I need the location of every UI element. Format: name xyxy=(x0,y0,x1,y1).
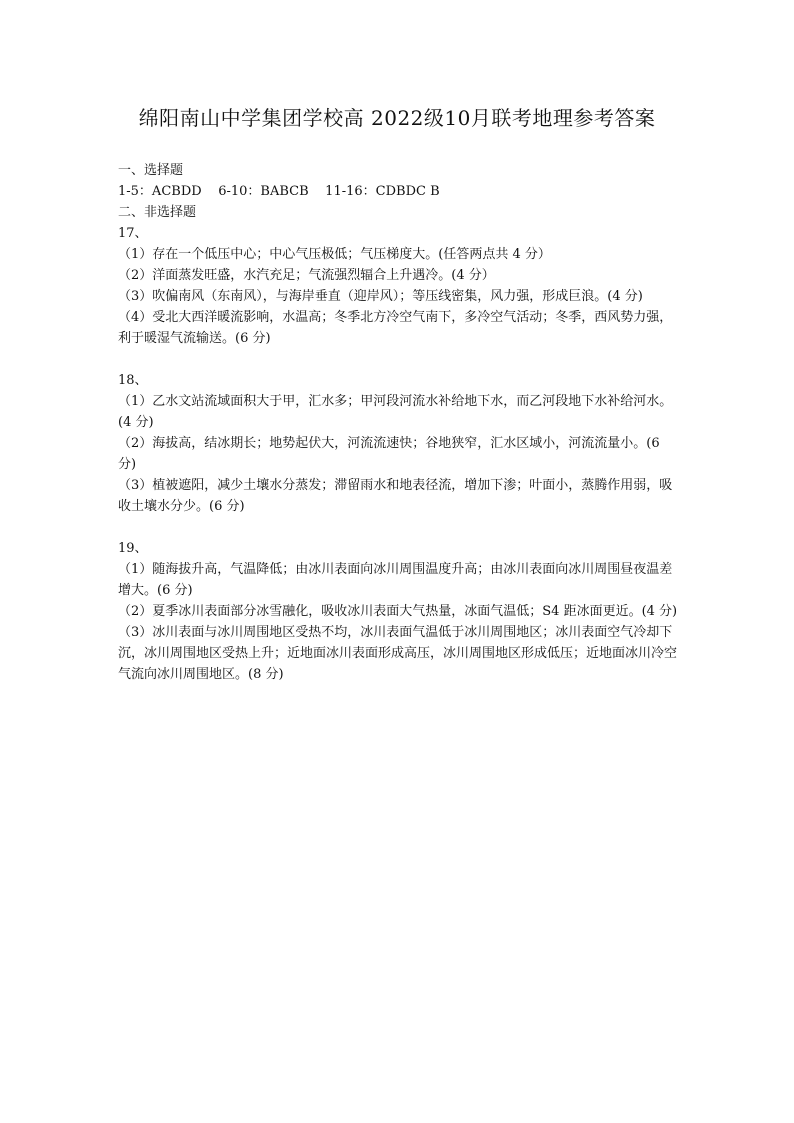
question-17-answer-3: （3）吹偏南风（东南风），与海岸垂直（迎岸风）；等压线密集，风力强，形成巨浪。(4 分) xyxy=(118,289,643,304)
spacer xyxy=(118,349,680,370)
question-17-number: 17、 xyxy=(118,226,148,241)
question-18-number: 18、 xyxy=(118,373,148,388)
question-17-answer-4: （4）受北大西洋暖流影响，水温高；冬季北方冷空气南下，多冷空气活动；冬季，西风势力强，利于暖湿气流输送。(6 分) xyxy=(118,310,673,346)
section-heading-choice: 一、选择题 xyxy=(118,163,184,178)
answer-content xyxy=(118,160,680,685)
question-18-answer-3: （3）植被遮阳，减少土壤水分蒸发；滞留雨水和地表径流，增加下渗；叶面小，蒸腾作用弱，吸收土壤水分少。(6 分) xyxy=(118,478,673,514)
question-19-answer-3: （3）冰川表面与冰川周围地区受热不均，冰川表面气温低于冰川周围地区；冰川表面空气冷却下沉，冰川周围地区受热上升；近地面冰川表面形成高压，冰川周围地区形成低压；近地面冰川冷空气流向冰川周围地区。(8 分) xyxy=(118,625,678,682)
section-heading-nonchoice: 二、非选择题 xyxy=(118,205,197,220)
question-18-answer-2: （2）海拔高，结冰期长；地势起伏大，河流流速快；谷地狭窄，汇水区域小，河流流量小。(6 分) xyxy=(118,436,664,472)
spacer xyxy=(118,517,680,538)
question-17-answer-2: （2）洋面蒸发旺盛，水汽充足；气流强烈辐合上升遇冷。(4 分） xyxy=(118,268,495,283)
question-19-answer-1: （1）随海拔升高，气温降低；由冰川表面向冰川周围温度升高；由冰川表面向冰川周围昼夜温差增大。(6 分) xyxy=(118,562,673,598)
choice-answers: 1-5：ACBDD 6-10：BABCB 11-16：CDBDC B xyxy=(118,184,440,199)
question-19-answer-2: （2）夏季冰川表面部分冰雪融化，吸收冰川表面大气热量，冰面气温低；S4 距冰面更近。(4 分) xyxy=(118,604,678,619)
page-title: 绵阳南山中学集团学校高 2022级10月联考地理参考答案 xyxy=(138,106,656,130)
question-19-number: 19、 xyxy=(118,541,148,556)
question-18-answer-1: （1）乙水文站流域面积大于甲，汇水多；甲河段河流水补给地下水，而乙河段地下水补给河水。(4 分) xyxy=(118,394,673,430)
question-17-answer-1: （1）存在一个低压中心；中心气压极低；气压梯度大。(任答两点共 4 分） xyxy=(118,247,551,262)
